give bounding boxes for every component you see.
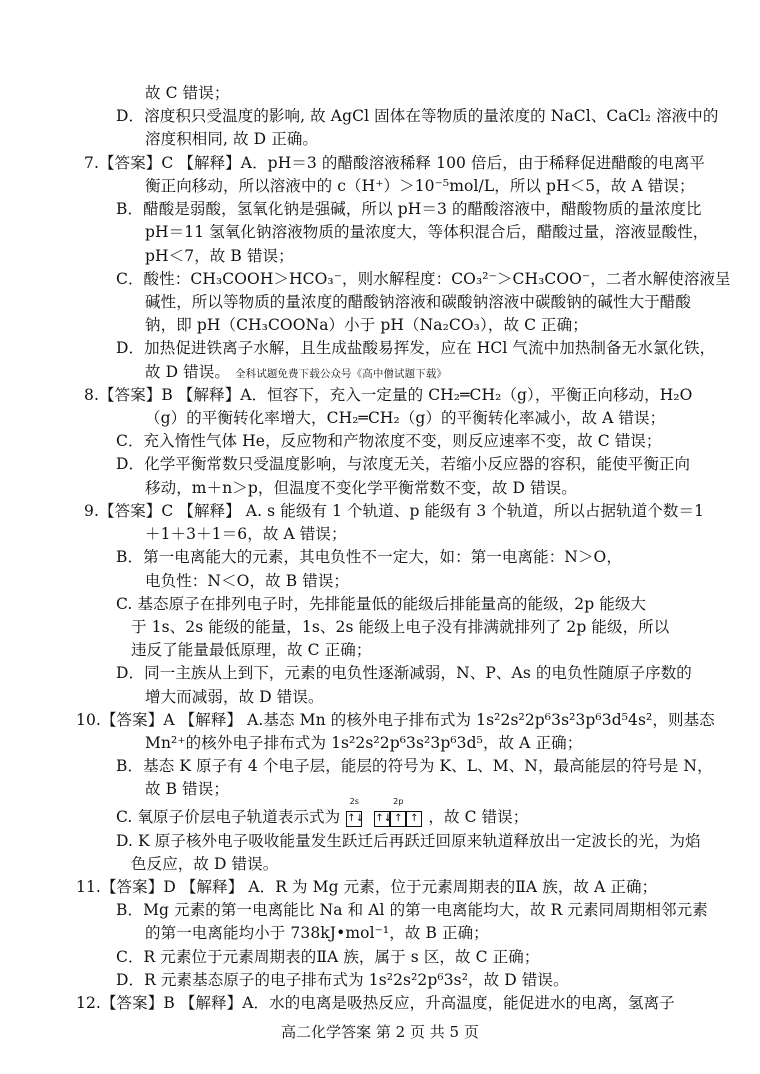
text-line: Mn²⁺的核外电子排布式为 1s²2s²2p⁶3s²3p⁶3d⁵，故 A 正确； (145, 734, 583, 752)
question-11-line: 11.【答案】D 【解释】 A．R 为 Mg 元素，位于元素周期表的ⅡA 族，故 A 正确； (76, 877, 658, 896)
text-line: 溶度积相同, 故 D 正确。 (145, 130, 319, 149)
orbital-box: ↑↓ (346, 811, 362, 827)
text-span: 故 D 错误。 (145, 362, 230, 381)
text-line: D．同一主族从上到下，元素的电负性逐渐减弱，N、P、As 的电负性随原子序数的 (116, 664, 692, 683)
page-footer: 高二化学答案 第 2 页 共 5 页 (281, 1023, 479, 1041)
orbital-2s (346, 797, 365, 829)
text-line: D．加热促进铁离子水解，且生成盐酸易挥发，应在 HCl 气流中加热制备无水氯化铁， (116, 339, 716, 358)
text-line: B．醋酸是弱酸，氢氧化钠是强碱，所以 pH＝3 的醋酸溶液中，醋酸物质的量浓度比 (116, 200, 702, 219)
text-line: pH＝11 氢氧化钠溶液物质的量浓度大，等体积混合后，醋酸过量，溶液显酸性， (145, 223, 709, 242)
text-line: D. K 原子核外电子吸收能量发生跃迁后再跃迁回原来轨道释放出一定波长的光，为焰 (116, 831, 701, 850)
orbital-2p (374, 797, 422, 829)
text-line: 故 C 错误； (145, 84, 230, 102)
text-line: D．化学平衡常数只受温度影响，与浓度无关，若缩小反应器的容积，能使平衡正向 (116, 455, 691, 474)
text-line: 钠，即 pH（CH₃COONa）小于 pH（Na₂CO₃），故 C 正确； (145, 316, 588, 335)
text-line: D．溶度积只受温度的影响, 故 AgCl 固体在等物质的量浓度的 NaCl、CaCl₂ 溶液中的 (116, 107, 719, 126)
question-7-line: 7.【答案】C 【解释】A．pH＝3 的醋酸溶液稀释 100 倍后，由于稀释促进醋酸的电离平 (84, 153, 706, 172)
text-line: 碱性，所以等物质的量浓度的醋酸钠溶液和碳酸钠溶液中碳酸钠的碱性大于醋酸 (145, 292, 692, 311)
text-line: B．Mg 元素的第一电离能比 Na 和 Al 的第一电离能均大，故 R 元素同周期相邻元素 (116, 901, 708, 920)
orbital-2s-label: 2s (349, 797, 360, 807)
text-line: 移动，m＋n＞p，但温度不变化学平衡常数不变，故 D 错误。 (145, 478, 577, 497)
text-span: C. 氧原子价层电子轨道表示式为 (116, 808, 341, 827)
watermark-note: 全科试题免费下载公众号《高中僧试题下载》 (235, 367, 448, 380)
text-line: 于 1s、2s 能级的能量，1s、2s 能级上电子没有排满就排列了 2p 能级，所以 (131, 617, 670, 636)
text-line: D．R 元素基态原子的电子排布式为 1s²2s²2p⁶3s²，故 D 错误。 (116, 970, 569, 989)
question-10-line: 10.【答案】A 【解释】 A.基态 Mn 的核外电子排布式为 1s²2s²2p⁶3s²3p⁶3d⁵4s²，则基态 (76, 710, 715, 729)
orbital-box: ↑ (406, 811, 422, 827)
question-12-line: 12.【答案】B 【解释】A．水的电离是吸热反应，升高温度，能促进水的电离，氢离子 (76, 994, 675, 1012)
text-line: 违反了能量最低原理，故 C 正确； (131, 641, 372, 660)
text-line (145, 361, 447, 385)
text-line: ＋1＋3＋1＝6，故 A 错误； (145, 525, 347, 544)
orbital-2p-label: 2p (393, 797, 404, 807)
text-span: ，故 C 错误； (428, 808, 529, 827)
text-line: pH＜7，故 B 错误； (145, 246, 294, 265)
orbital-line (116, 797, 529, 829)
text-line: B．第一电离能大的元素，其电负性不一定大，如：第一电离能：N＞O， (116, 548, 622, 567)
question-8-line: 8.【答案】B 【解释】A．恒容下，充入一定量的 CH₂═CH₂（g），平衡正向移动，H₂O (84, 385, 693, 404)
text-line: 衡正向移动，所以溶液中的 c（H⁺）＞10⁻⁵mol/L，所以 pH＜5，故 A 错误； (145, 176, 695, 195)
text-line: C．酸性：CH₃COOH＞HCO₃⁻，则水解程度：CO₃²⁻＞CH₃COO⁻，二者水解使溶液呈 (116, 269, 731, 288)
text-line: 故 B 错误； (145, 780, 229, 799)
text-line: 增大而减弱，故 D 错误。 (145, 687, 324, 706)
text-line: （g）的平衡转化率增大，CH₂═CH₂（g）的平衡转化率减小，故 A 错误； (145, 409, 666, 427)
text-line: C．R 元素位于元素周期表的ⅡA 族，属于 s 区，故 C 正确； (116, 947, 540, 966)
text-line: C. 基态原子在排列电子时，先排能量低的能级后排能量高的能级，2p 能级大 (116, 594, 647, 613)
text-line: B．基态 K 原子有 4 个电子层，能层的符号为 K、L、M、N，最高能层的符号是 N， (116, 757, 713, 776)
text-line: C．充入惰性气体 He，反应物和产物浓度不变，则反应速率不变，故 C 错误； (116, 432, 662, 451)
text-line: 色反应，故 D 错误。 (131, 854, 279, 873)
orbital-box: ↑↓ (374, 811, 390, 827)
text-line: 电负性：N＜O，故 B 错误； (145, 571, 350, 590)
question-9-line: 9.【答案】C 【解释】 A. s 能级有 1 个轨道、p 能级有 3 个轨道，所以占据轨道个数＝1 (84, 501, 705, 520)
text-line: 的第一电离能均小于 738kJ•mol⁻¹，故 B 正确； (145, 924, 489, 943)
orbital-box: ↑ (390, 811, 406, 827)
